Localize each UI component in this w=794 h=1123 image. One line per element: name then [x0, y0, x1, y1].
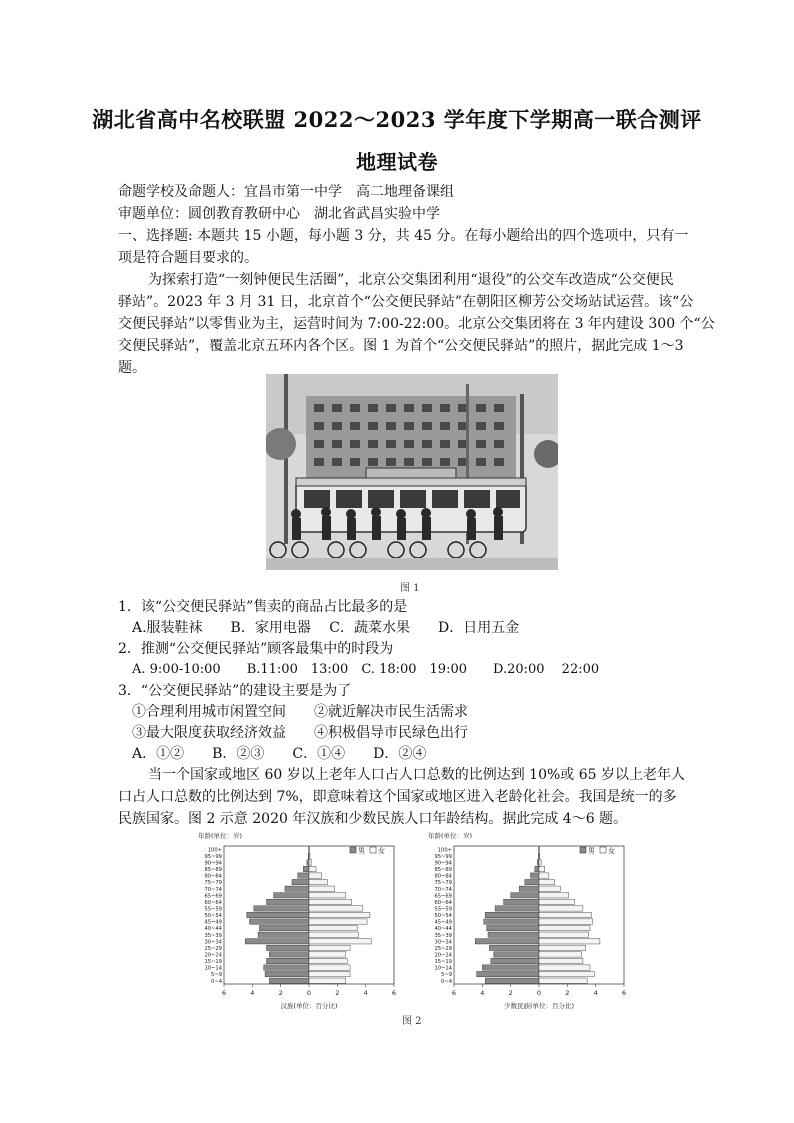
bar-female — [539, 945, 586, 950]
bar-male — [265, 971, 309, 976]
x-tick-label: 6 — [621, 989, 627, 997]
age-group-label: 40~44 — [434, 926, 452, 933]
passage-line: 驿站”。2023 年 3 月 31 日，北京首个“公交便民驿站”在朝阳区柳芳公交场站试运营。该“公 — [118, 294, 694, 310]
bar-male — [477, 971, 539, 976]
passage-line: 当一个国家或地区 60 岁以上老年人口占人口总数的比例达到 10%或 65 岁以上老年人 — [148, 767, 685, 783]
x-tick-label: 2 — [278, 989, 283, 997]
x-tick-label: 6 — [391, 989, 397, 997]
bar-female — [309, 860, 312, 865]
age-group-label: 10~14 — [204, 965, 222, 972]
age-group-label: 30~34 — [434, 939, 452, 946]
bar-female — [309, 886, 335, 891]
x-axis-label: 汉族(单位：百分比) — [280, 1002, 338, 1010]
bar-female — [309, 945, 350, 950]
x-tick-label: 4 — [480, 989, 485, 997]
bar-female — [539, 879, 555, 884]
bar-male — [511, 893, 539, 898]
age-group-label: 15~19 — [434, 959, 452, 966]
age-group-label: 60~64 — [204, 899, 222, 906]
legend-swatch-female — [600, 847, 606, 853]
age-group-label: 15~19 — [204, 959, 222, 966]
bar-male — [269, 952, 309, 957]
bar-female — [309, 853, 310, 858]
bar-male — [292, 879, 309, 884]
x-tick-label: 0 — [306, 989, 312, 997]
section-instruction: 一、选择题: 本题共 15 小题，每小题 3 分，共 45 分。在每小题给出的四个选项中，只有一 — [118, 228, 689, 244]
age-group-label: 50~54 — [434, 913, 452, 920]
bar-male — [259, 925, 309, 930]
x-axis-label: 少数民族(单位：百分比) — [503, 1002, 575, 1010]
bar-female — [539, 912, 591, 917]
age-group-label: 5~9 — [441, 972, 452, 979]
paper-title: 湖北省高中名校联盟 2022～2023 学年度下学期高一联合测评 — [92, 107, 702, 132]
bar-male — [485, 912, 539, 917]
population-pyramid-han — [196, 826, 400, 1012]
bar-male — [519, 886, 539, 891]
y-axis-label: 年龄(单位：岁) — [198, 832, 243, 840]
figure1-caption: 图 1 — [400, 583, 420, 594]
bar-female — [309, 978, 346, 983]
bar-female — [309, 925, 357, 930]
bar-female — [309, 899, 352, 904]
bar-female — [309, 971, 350, 976]
x-tick-label: 4 — [593, 989, 598, 997]
bar-male — [298, 873, 309, 878]
x-tick-label: 6 — [221, 989, 227, 997]
age-group-label: 80~84 — [434, 873, 452, 880]
bar-female — [539, 971, 594, 976]
question-stem: 2．推测“公交便民驿站”顾客最集中的时段为 — [118, 641, 394, 657]
bar-male — [245, 939, 309, 944]
age-group-label: 55~59 — [434, 906, 452, 913]
age-group-label: 60~64 — [434, 899, 452, 906]
age-group-label: 95~99 — [434, 853, 452, 860]
bar-male — [247, 912, 309, 917]
passage-line: 交便民驿站”以零售业为主，运营时间为 7:00-22:00。北京公交集团将在 3 年内建设 300 个“公 — [118, 316, 715, 332]
x-tick-label: 0 — [536, 989, 542, 997]
age-group-label: 35~39 — [204, 932, 222, 939]
bar-female — [539, 939, 600, 944]
bar-female — [539, 873, 549, 878]
bar-male — [267, 958, 310, 963]
bar-male — [482, 965, 539, 970]
age-group-label: 95~99 — [204, 853, 222, 860]
bar-female — [539, 932, 589, 937]
age-group-label: 30~34 — [204, 939, 222, 946]
age-group-label: 50~54 — [204, 913, 222, 920]
passage-line: 为探索打造“一刻钟便民生活圈”，北京公交集团利用“退役”的公交车改造成“公交便民 — [148, 272, 674, 288]
figure2-caption: 图 2 — [402, 1016, 422, 1027]
legend-label-male: 男 — [358, 847, 365, 855]
bar-female — [539, 886, 560, 891]
age-group-label: 25~29 — [204, 945, 222, 952]
age-group-label: 10~14 — [434, 965, 452, 972]
bar-female — [309, 919, 367, 924]
age-group-label: 90~94 — [434, 860, 452, 867]
age-group-label: 100+ — [207, 847, 222, 854]
bar-female — [539, 952, 582, 957]
bar-male — [535, 866, 539, 871]
age-group-label: 85~89 — [434, 867, 452, 874]
header-line: 命题学校及命题人：宜昌市第一中学 高二地理备课组 — [118, 184, 454, 200]
bar-female — [539, 899, 574, 904]
bar-female — [539, 893, 569, 898]
legend-swatch-male — [580, 847, 586, 853]
bar-male — [254, 906, 309, 911]
age-group-label: 35~39 — [434, 932, 452, 939]
bar-male — [258, 932, 309, 937]
bar-female — [539, 853, 540, 858]
bar-male — [504, 899, 539, 904]
passage-line: 口占人口总数的比例达到 7%，即意味着这个国家或地区进入老龄化社会。我国是统一的多 — [118, 789, 677, 805]
bar-male — [307, 860, 309, 865]
age-group-label: 75~79 — [204, 880, 222, 887]
bar-male — [525, 879, 539, 884]
question-statement: ③最大限度获取经济效益 ④积极倡导市民绿色出行 — [132, 725, 468, 741]
x-tick-label: 2 — [335, 989, 340, 997]
bar-male — [489, 945, 539, 950]
question-options: A.服装鞋袜 B．家用电器 C．蔬菜水果 D．日用五金 — [132, 620, 520, 636]
passage-line: 交便民驿站”，覆盖北京五环内各个区。图 1 为首个“公交便民驿站”的照片，据此完成 1～3 — [118, 338, 684, 354]
figure1-photo — [266, 374, 558, 570]
x-tick-label: 6 — [451, 989, 457, 997]
age-group-label: 85~89 — [204, 867, 222, 874]
age-group-label: 20~24 — [434, 952, 452, 959]
age-group-label: 20~24 — [204, 952, 222, 959]
age-group-label: 75~79 — [434, 880, 452, 887]
bar-male — [264, 965, 309, 970]
bar-female — [539, 978, 587, 983]
age-group-label: 70~74 — [204, 886, 222, 893]
age-group-label: 90~94 — [204, 860, 222, 867]
population-pyramid-minority — [426, 826, 630, 1012]
passage-line: 题。 — [118, 360, 146, 376]
age-group-label: 25~29 — [434, 945, 452, 952]
age-group-label: 65~69 — [204, 893, 222, 900]
age-group-label: 65~69 — [434, 893, 452, 900]
x-tick-label: 4 — [363, 989, 368, 997]
header-line: 审题单位：圆创教育教研中心 湖北省武昌实验中学 — [118, 206, 440, 222]
age-group-label: 100+ — [437, 847, 452, 854]
paper-subtitle: 地理试卷 — [356, 150, 438, 174]
bar-female — [309, 939, 371, 944]
bar-male — [485, 978, 539, 983]
bar-female — [539, 919, 593, 924]
question-stem: 3．“公交便民驿站”的建设主要是为了 — [118, 683, 352, 699]
bar-female — [309, 893, 346, 898]
bar-female — [539, 958, 583, 963]
bar-female — [309, 965, 350, 970]
bar-female — [539, 925, 590, 930]
bar-male — [250, 919, 310, 924]
bar-female — [309, 932, 359, 937]
bar-female — [309, 879, 327, 884]
question-options: A．①② B．②③ C．①④ D．②④ — [132, 746, 427, 762]
legend-swatch-female — [370, 847, 376, 853]
question-options: A. 9:00-10:00 B.11:00 13:00 C. 18:00 19:00 D.20:00 22:00 — [132, 662, 600, 677]
bar-male — [494, 952, 539, 957]
age-group-label: 80~84 — [204, 873, 222, 880]
passage-line: 民族国家。图 2 示意 2020 年汉族和少数民族人口年龄结构。据此完成 4～6 题。 — [118, 811, 628, 827]
age-group-label: 40~44 — [204, 926, 222, 933]
age-group-label: 0~4 — [441, 978, 452, 985]
bar-male — [531, 873, 540, 878]
age-group-label: 5~9 — [211, 972, 222, 979]
y-axis-label: 年龄(单位：岁) — [428, 832, 473, 840]
bar-female — [539, 965, 590, 970]
age-group-label: 70~74 — [434, 886, 452, 893]
bar-female — [309, 906, 363, 911]
bar-female — [309, 952, 346, 957]
bar-male — [267, 899, 310, 904]
bar-female — [309, 873, 322, 878]
bar-male — [495, 906, 539, 911]
question-statement: ①合理利用城市闲置空间 ②就近解决市民生活需求 — [132, 704, 468, 720]
bar-male — [487, 925, 539, 930]
x-tick-label: 2 — [508, 989, 513, 997]
bar-male — [484, 919, 539, 924]
bar-female — [309, 958, 347, 963]
bar-female — [539, 860, 541, 865]
bar-male — [537, 860, 539, 865]
age-group-label: 45~49 — [204, 919, 222, 926]
bar-male — [491, 958, 539, 963]
age-group-label: 0~4 — [211, 978, 222, 985]
legend-label-male: 男 — [588, 847, 595, 855]
legend-label-female: 女 — [608, 847, 615, 855]
bar-female — [309, 912, 370, 917]
question-stem: 1．该“公交便民驿站”售卖的商品占比最多的是 — [118, 599, 408, 615]
bar-male — [488, 932, 539, 937]
bar-male — [303, 866, 309, 871]
bar-male — [475, 939, 539, 944]
bar-male — [269, 978, 309, 983]
legend-label-female: 女 — [378, 847, 385, 855]
bar-male — [267, 945, 310, 950]
bar-male — [285, 886, 309, 891]
bar-female — [539, 866, 545, 871]
x-tick-label: 2 — [565, 989, 570, 997]
x-tick-label: 4 — [250, 989, 255, 997]
bar-female — [539, 906, 583, 911]
age-group-label: 45~49 — [434, 919, 452, 926]
bar-male — [274, 893, 309, 898]
age-group-label: 55~59 — [204, 906, 222, 913]
legend-swatch-male — [350, 847, 356, 853]
bar-female — [309, 866, 316, 871]
section-instruction: 项是符合题目要求的。 — [118, 250, 258, 266]
